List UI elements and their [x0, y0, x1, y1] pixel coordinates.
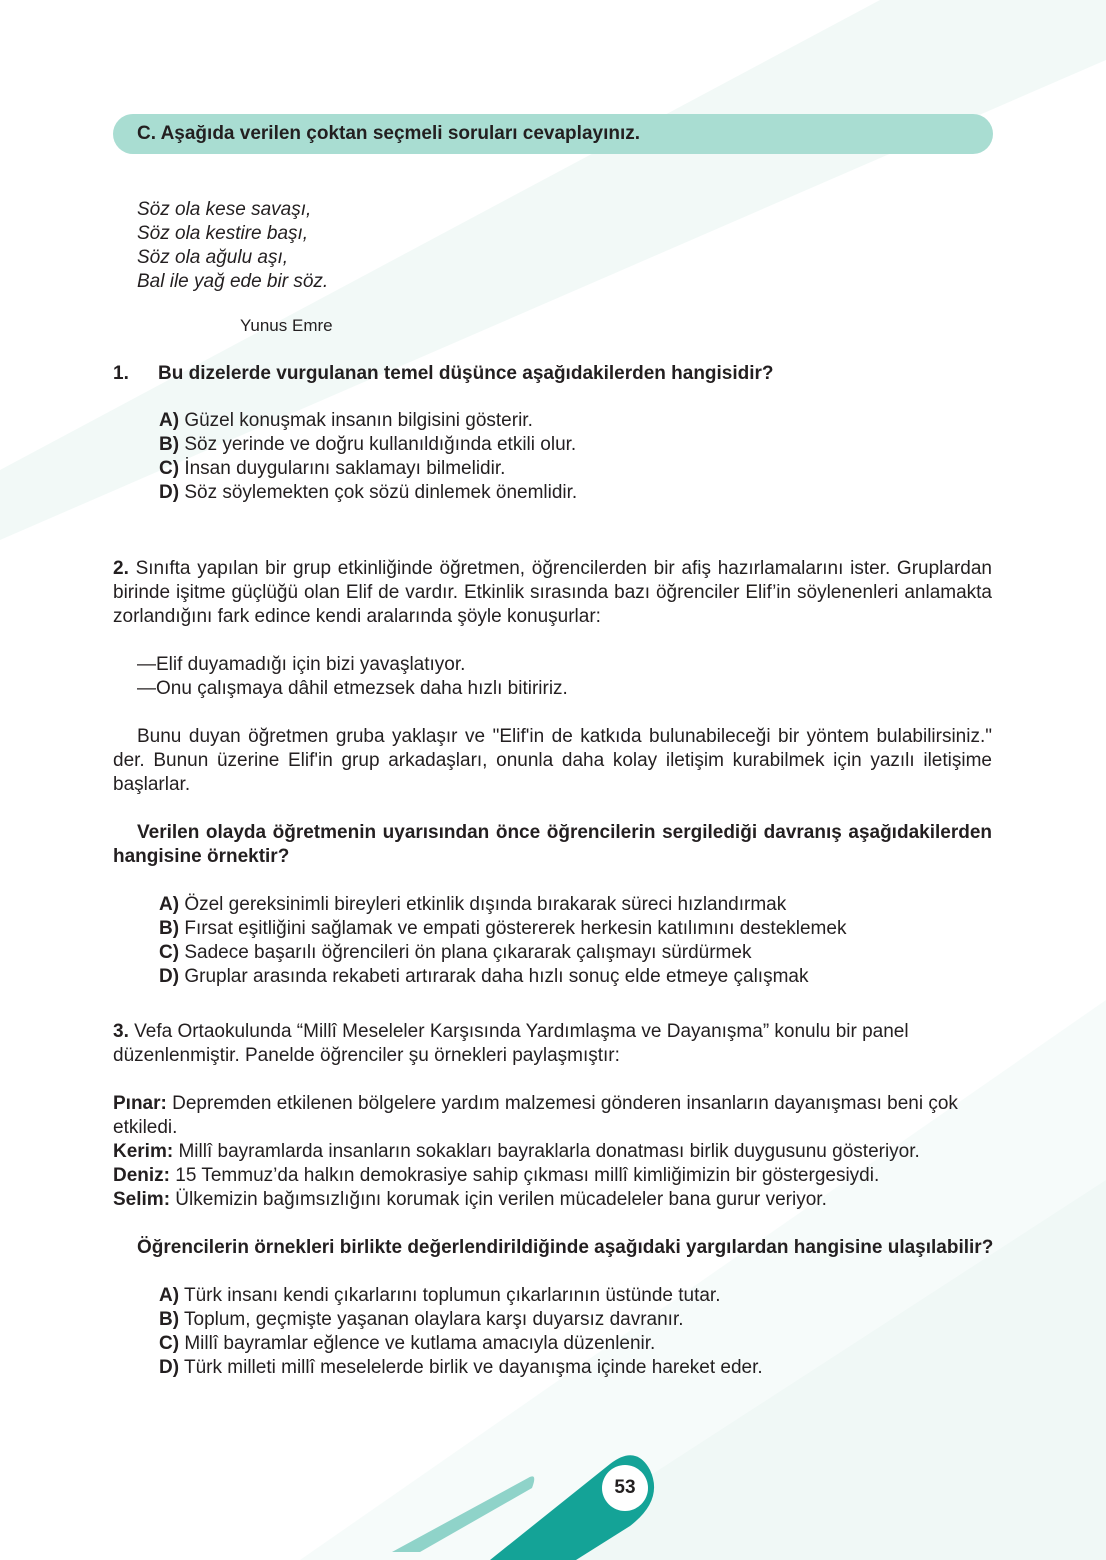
option-text: İnsan duygularını saklamayı bilmelidir. — [179, 458, 506, 479]
question-1-options — [159, 409, 577, 505]
example-deniz — [113, 1164, 992, 1188]
option-d[interactable] — [159, 481, 577, 505]
poem-line: Söz ola kestire başı, — [137, 223, 309, 244]
question-3-options — [159, 1284, 763, 1380]
question-2-continuation: Bunu duyan öğretmen gruba yaklaşır ve "Elif'in de katkıda bulunabileceği bir yöntem bulabilirsiniz." der. Bunun üzerine Elif'in grup arkadaşları, onunla daha kolay iletişim kurabilmek için yazılı iletişime başlarlar. — [113, 726, 992, 795]
option-text: Gruplar arasında rekabeti artırarak daha hızlı sonuç elde etmeye çalışmak — [179, 966, 809, 987]
poem-line: Bal ile yağ ede bir söz. — [137, 271, 329, 292]
option-letter: C) — [159, 1333, 180, 1354]
option-c[interactable] — [159, 457, 577, 481]
option-b[interactable] — [159, 433, 577, 457]
example-text: Ülkemizin bağımsızlığını korumak için verilen mücadeleler bana gurur veriyor. — [170, 1189, 827, 1210]
example-name: Kerim: — [113, 1141, 174, 1162]
option-letter: B) — [159, 918, 180, 939]
option-letter: A) — [159, 410, 180, 431]
option-text: Millî bayramlar eğlence ve kutlama amacıyla düzenlenir. — [179, 1333, 656, 1354]
option-text: Toplum, geçmişte yaşanan olaylara karşı duyarsız davranır. — [179, 1309, 684, 1330]
question-3-prompt: Öğrencilerin örnekleri birlikte değerlendirildiğinde aşağıdaki yargılardan hangisine ulaşılabilir? — [137, 1237, 994, 1258]
option-text: Güzel konuşmak insanın bilgisini gösterir. — [179, 410, 533, 431]
footer-light-stripe — [392, 1476, 534, 1552]
option-letter: A) — [159, 894, 180, 915]
option-b[interactable] — [159, 1308, 763, 1332]
student-examples — [113, 1092, 992, 1212]
section-header-bar — [113, 114, 993, 154]
option-letter: B) — [159, 1309, 180, 1330]
dialog-line: —Onu çalışmaya dâhil etmezsek daha hızlı bitiririz. — [137, 678, 568, 699]
poem-author: Yunus Emre — [240, 316, 333, 335]
example-selim — [113, 1188, 992, 1212]
example-pinar — [113, 1092, 992, 1140]
option-a[interactable] — [159, 893, 846, 917]
option-d[interactable] — [159, 1356, 763, 1380]
option-letter: B) — [159, 434, 180, 455]
question-3-body: Vefa Ortaokulunda “Millî Meseleler Karşısında Yardımlaşma ve Dayanışma” konulu bir panel düzenlenmiştir. Panelde öğrenciler şu örnekleri paylaşmıştır: — [113, 1021, 909, 1066]
option-a[interactable] — [159, 1284, 763, 1308]
option-text: Türk insanı kendi çıkarlarını toplumun çıkarlarının üstünde tutar. — [179, 1285, 721, 1306]
option-c[interactable] — [159, 941, 846, 965]
option-letter: D) — [159, 1357, 180, 1378]
example-name: Pınar: — [113, 1093, 167, 1114]
question-1-number: 1. — [113, 363, 129, 384]
option-b[interactable] — [159, 917, 846, 941]
poem-line: Söz ola ağulu aşı, — [137, 247, 289, 268]
example-name: Deniz: — [113, 1165, 170, 1186]
option-d[interactable] — [159, 965, 846, 989]
page-number: 53 — [602, 1465, 648, 1511]
poem-line: Söz ola kese savaşı, — [137, 199, 312, 220]
example-text: Millî bayramlarda insanların sokakları bayraklarla donatması birlik duygusunu gösteriyor. — [173, 1141, 920, 1162]
option-text: Söz söylemekten çok sözü dinlemek önemlidir. — [179, 482, 578, 503]
question-3-text — [113, 1020, 992, 1068]
dialog-line: —Elif duyamadığı için bizi yavaşlatıyor. — [137, 654, 466, 675]
example-text: 15 Temmuz’da halkın demokrasiye sahip çıkması millî kimliğimizin bir göstergesiydi. — [170, 1165, 880, 1186]
question-2-dialog — [137, 653, 568, 701]
question-2-body: Sınıfta yapılan bir grup etkinliğinde öğretmen, öğrencilerden bir afiş hazırlamalarını ister. Gruplardan birinde işitme güçlüğü olan Elif de vardır. Etkinlik sırasında bazı öğrenciler Elif’in söylenenleri anlamakta zorlandığını fark edince kendi aralarında şöyle konuşurlar: — [113, 558, 992, 627]
poem — [137, 198, 328, 294]
example-kerim — [113, 1140, 992, 1164]
question-2-text — [113, 557, 992, 629]
option-a[interactable] — [159, 409, 577, 433]
question-2-number: 2. — [113, 558, 129, 579]
option-letter: C) — [159, 458, 180, 479]
option-letter: D) — [159, 482, 180, 503]
example-text: Depremden etkilenen bölgelere yardım malzemesi gönderen insanların dayanışması beni çok etkiledi. — [113, 1093, 958, 1138]
question-3-number: 3. — [113, 1021, 129, 1042]
option-text: Sadece başarılı öğrencileri ön plana çıkararak çalışmayı sürdürmek — [179, 942, 752, 963]
option-letter: C) — [159, 942, 180, 963]
option-text: Söz yerinde ve doğru kullanıldığında etkili olur. — [179, 434, 577, 455]
option-text: Fırsat eşitliğini sağlamak ve empati göstererek herkesin katılımını desteklemek — [179, 918, 847, 939]
section-header-title: C. Aşağıda verilen çoktan seçmeli soruları cevaplayınız. — [137, 123, 641, 144]
option-letter: A) — [159, 1285, 180, 1306]
option-c[interactable] — [159, 1332, 763, 1356]
question-2-prompt: Verilen olayda öğretmenin uyarısından önce öğrencilerin sergilediği davranış aşağıdakilerden hangisine örnektir? — [113, 822, 992, 867]
option-letter: D) — [159, 966, 180, 987]
example-name: Selim: — [113, 1189, 171, 1210]
question-2-options — [159, 893, 846, 989]
question-1-stem: Bu dizelerde vurgulanan temel düşünce aşağıdakilerden hangisidir? — [158, 363, 774, 384]
option-text: Türk milleti millî meselelerde birlik ve dayanışma içinde hareket eder. — [179, 1357, 763, 1378]
option-text: Özel gereksinimli bireyleri etkinlik dışında bırakarak süreci hızlandırmak — [179, 894, 787, 915]
